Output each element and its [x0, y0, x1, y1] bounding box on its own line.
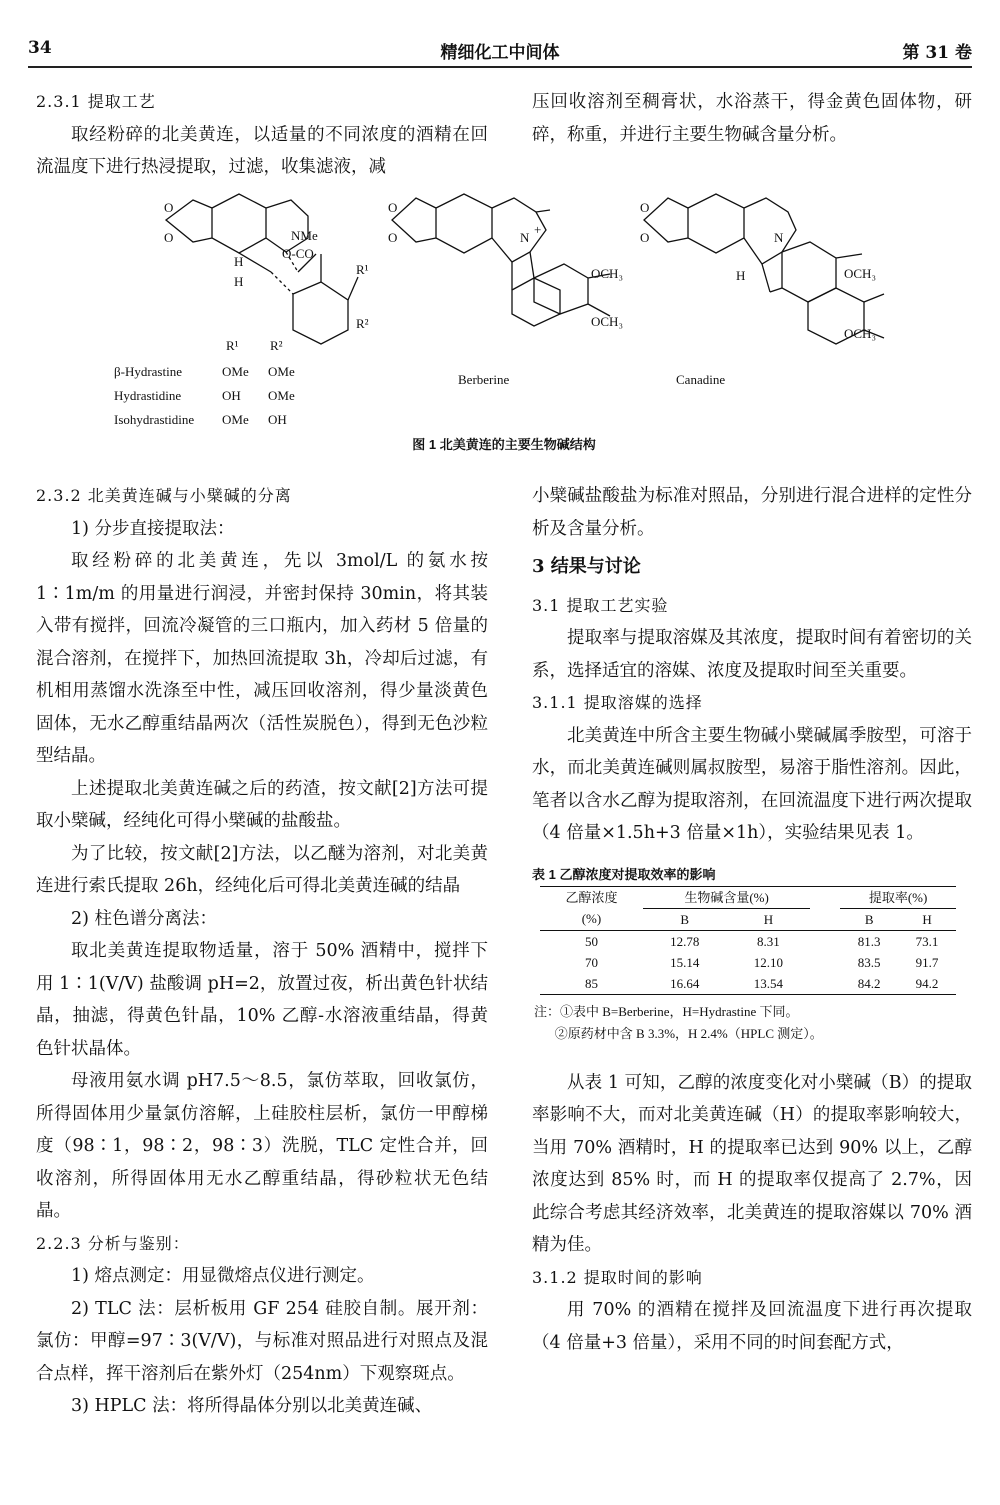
paragraph: 北美黄连中所含主要生物碱小檗碱属季胺型，可溶于水，而北美黄连碱则属叔胺型，易溶于脂性溶剂。因此，笔者以含水乙醇为提取溶剂，在回流温度下进行两次提取（4 倍量×1.5h+3 倍量×1h），实验结果见表 1。: [532, 725, 972, 843]
alkaloid-structures: [36, 182, 972, 432]
table-header: H: [898, 908, 956, 930]
table-cell: 50: [584, 933, 598, 949]
journal-name: 精细化工中间体: [440, 43, 560, 63]
table-header: B: [643, 908, 727, 930]
table-cell: 12.10: [753, 954, 784, 970]
table-cell: 16.64: [643, 973, 727, 995]
berberine-plus: +: [534, 222, 542, 237]
table-caption: 表 1 乙醇浓度对提取效率的影响: [532, 866, 716, 882]
canadine-och3-a: OCH₃: [844, 266, 876, 281]
table-cell: 83.5: [857, 954, 881, 970]
r-row-name: Isohydrastidine: [114, 412, 195, 427]
table-cell: 15.14: [670, 954, 700, 970]
svg-text:O: O: [388, 230, 398, 245]
method-heading: 1) 分步直接提取法：: [71, 518, 235, 539]
r-row-name: Hydrastidine: [114, 388, 182, 403]
table-cell: 81.3: [857, 933, 881, 949]
svg-text:O: O: [164, 200, 174, 215]
page-number: 34: [28, 38, 52, 58]
svg-text:O: O: [640, 200, 650, 215]
figure-1: [36, 182, 972, 462]
paragraph: 2) TLC 法：层析板用 GF 254 硅胶自制。展开剂：氯仿：甲醇=97∶3(V/V)，与标准对照品进行对照点及混合点样，挥干溶剂后在紫外灯（254nm）下观察斑点。: [36, 1298, 488, 1384]
paragraph: 小檗碱盐酸盐为标准对照品，分别进行混合进样的定性分析及含量分析。: [532, 486, 972, 539]
table-cell: 70: [584, 954, 598, 970]
left-column-top: [36, 86, 488, 184]
table-header: B: [840, 908, 898, 930]
table-note: 注：①表中 B=Berberine，H=Hydrastine 下同。: [534, 1003, 799, 1019]
hydrastine-oco: O-CO: [282, 246, 314, 261]
table-cell: 91.7: [915, 954, 939, 970]
canadine-och3-b: OCH₃: [844, 326, 876, 341]
section-2-3-1: 2.3.1 提取工艺: [36, 92, 156, 111]
left-column: [36, 480, 488, 1423]
section-2-3-2: 2.3.2 北美黄连碱与小檗碱的分离: [36, 486, 292, 505]
berberine-n: N: [520, 230, 530, 245]
table-cell: 73.1: [915, 933, 939, 949]
r-table-head-r1: R¹: [226, 338, 239, 353]
paragraph: 用 70% 的酒精在搅拌及回流温度下进行再次提取（4 倍量+3 倍量），采用不同的时间套配方式，: [532, 1300, 972, 1353]
r-row-name: β-Hydrastine: [114, 364, 182, 379]
table-cell: 12.78: [670, 933, 700, 949]
table-cell: 13.54: [727, 973, 811, 995]
hydrastine-h1: H: [234, 254, 244, 269]
table-header: 生物碱含量(%): [643, 886, 810, 908]
r-row-r1: OMe: [222, 364, 249, 379]
r-row-r2: OH: [268, 412, 287, 427]
hydrastine-h2: H: [234, 274, 244, 289]
volume-label: 第 31 卷: [902, 43, 972, 63]
berberine-name: Berberine: [458, 372, 510, 387]
table-cell: 84.2: [840, 973, 898, 995]
section-3-1: 3.1 提取工艺实验: [532, 595, 669, 615]
table-header: H: [727, 908, 811, 930]
right-column-top: [532, 86, 972, 151]
r-row-r1: OMe: [222, 412, 249, 427]
table-cell: 8.31: [757, 933, 780, 949]
table-row: [540, 952, 956, 973]
table-cell: 85: [540, 973, 643, 995]
berberine-och3-b: OCH₃: [591, 314, 623, 329]
table-1: [540, 886, 956, 995]
section-3-heading: 3 结果与讨论: [532, 556, 641, 577]
table-header: 提取率(%): [840, 886, 956, 908]
table-header: 乙醇浓度: [540, 886, 643, 908]
paragraph: 1) 熔点测定：用显微熔点仪进行测定。: [71, 1266, 375, 1286]
hydrastine-nme: NMe: [291, 228, 318, 243]
table-row: [540, 930, 956, 952]
hydrastine-r2: R²: [356, 316, 369, 331]
method-heading: 2) 柱色谱分离法：: [71, 908, 218, 929]
section-3-1-2: 3.1.2 提取时间的影响: [532, 1267, 703, 1287]
r-row-r2: OMe: [268, 364, 295, 379]
table-cell: 94.2: [898, 973, 956, 995]
svg-text:O: O: [388, 200, 398, 215]
page-header: [28, 30, 972, 64]
paragraph: 取北美黄连提取物适量，溶于 50% 酒精中，搅拌下用 1∶1(V/V) 盐酸调 pH=2，放置过夜，析出黄色针状结晶，抽滤，得黄色针晶，10% 乙醇-水溶液重结晶，得黄色针状晶体。: [36, 941, 488, 1059]
paragraph: 3) HPLC 法：将所得晶体分别以北美黄连碱、: [71, 1396, 433, 1416]
header-rule: [28, 66, 972, 68]
paragraph: 母液用氨水调 pH7.5～8.5，氯仿萃取，回收氯仿，所得固体用少量氯仿溶解，上硅胶柱层析，氯仿一甲醇梯度（98∶1，98∶2，98∶3）洗脱，TLC 定性合并，回收溶剂，所得固体用无水乙醇重结晶，得砂粒状无色结晶。: [36, 1071, 488, 1221]
svg-text:O: O: [640, 230, 650, 245]
r-table-head-r2: R²: [270, 338, 283, 353]
section-3-1-1: 3.1.1 提取溶媒的选择: [532, 693, 703, 712]
canadine-name: Canadine: [676, 372, 726, 387]
right-column: [532, 480, 972, 1359]
hydrastine-r1: R¹: [356, 262, 369, 277]
paragraph: 压回收溶剂至稠膏状，水浴蒸干，得金黄色固体物，研碎，称重，并进行主要生物碱含量分析。: [532, 92, 972, 145]
paragraph: 上述提取北美黄连碱之后的药渣，按文献[2]方法可提取小檗碱，经纯化可得小檗碱的盐酸盐。: [36, 778, 488, 831]
figure-caption: 图 1 北美黄连的主要生物碱结构: [412, 437, 596, 452]
table-row: [540, 973, 956, 995]
paragraph: 提取率与提取溶媒及其浓度，提取时间有着密切的关系，选择适宜的溶媒、浓度及提取时间至关重要。: [532, 628, 972, 681]
section-2-2-3: 2.2.3 分析与鉴别：: [36, 1233, 190, 1253]
canadine-n: N: [774, 230, 784, 245]
canadine-h: H: [736, 268, 746, 283]
svg-text:O: O: [164, 230, 174, 245]
paragraph: 从表 1 可知，乙醇的浓度变化对小檗碱（B）的提取率影响不大，而对北美黄连碱（H）的提取率影响较大，当用 70% 酒精时，H 的提取率已达到 90% 以上，乙醇浓度达到 85% 时，而 H 的提取率仅提高了 2.7%，因此综合考虑其经济效率，北美黄连的提取溶媒以 70% 酒精为佳。: [532, 1072, 972, 1255]
paragraph: 为了比较，按文献[2]方法，以乙醚为溶剂，对北美黄连进行索氏提取 26h，经纯化后可得北美黄连碱的结晶: [36, 843, 488, 896]
table-note: ②原药材中含 B 3.3%，H 2.4%（HPLC 测定）。: [554, 1025, 823, 1041]
r-row-r1: OH: [222, 388, 241, 403]
paragraph: 取经粉碎的北美黄连，以适量的不同浓度的酒精在回流温度下进行热浸提取，过滤，收集滤液，减: [36, 124, 488, 177]
paragraph: 取经粉碎的北美黄连，先以 3mol/L 的氨水按 1∶1m/m 的用量进行润浸，并密封保持 30min，将其装入带有搅拌，回流冷凝管的三口瓶内，加入药材 5 倍量的混合溶剂，在搅拌下，加热回流提取 3h，冷却后过滤，有机相用蒸馏水洗涤至中性，减压回收溶剂，得少量淡黄色固体，无水乙醇重结晶两次（活性炭脱色），得到无色沙粒型结晶。: [36, 551, 488, 766]
berberine-och3-a: OCH₃: [591, 266, 623, 281]
r-row-r2: OMe: [268, 388, 295, 403]
table-header: (%): [540, 908, 643, 930]
